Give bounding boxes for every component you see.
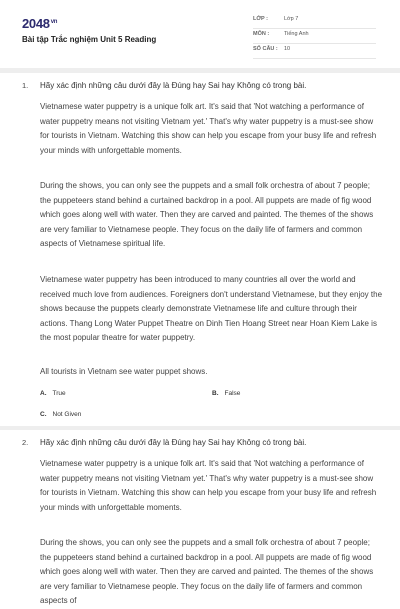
meta-subject-value: Tiếng Anh bbox=[284, 31, 309, 37]
meta-subject-label: MÔN : bbox=[253, 31, 270, 37]
option-text: False bbox=[224, 390, 241, 397]
passage-paragraph: Vietnamese water puppetry is a unique folk art. It's said that 'Not watching a performance of water puppetry means not visiting Vietnam yet.' That's why water puppetry is a must-see show for tourists in Vietnam. Watching this show can help you escape from your busy life and refresh your minds with unforgettable moments. bbox=[40, 102, 377, 155]
question-number: 2. bbox=[22, 438, 29, 447]
brand-suffix: vn bbox=[50, 18, 58, 25]
meta-count-label: SỐ CÂU : bbox=[253, 46, 278, 52]
passage-paragraph: Vietnamese water puppetry is a unique folk art. It's said that 'Not watching a performance of water puppetry means not visiting Vietnam yet.' That's why water puppetry is a must-see show for tourists in Vietnam. Watching this show can help you escape from your busy life and refresh your minds with unforgettable moments. bbox=[40, 459, 377, 512]
brand-logo[interactable] bbox=[22, 16, 57, 31]
header-divider bbox=[0, 68, 400, 73]
meta-class-value: Lớp 7 bbox=[284, 16, 299, 22]
option-text: Not Given bbox=[52, 411, 82, 418]
option-text: True bbox=[52, 390, 66, 397]
option-c[interactable] bbox=[40, 411, 81, 418]
question-divider bbox=[0, 426, 400, 430]
meta-class bbox=[253, 14, 376, 29]
page-header bbox=[0, 0, 400, 68]
option-a[interactable] bbox=[40, 390, 66, 397]
meta-class-label: LỚP : bbox=[253, 16, 268, 22]
option-letter: B. bbox=[212, 390, 219, 397]
option-letter: A. bbox=[40, 390, 47, 397]
passage-paragraph: Vietnamese water puppetry has been introduced to many countries all over the world and received much love from audiences. Foreigners don't understand Vietnamese, but they enjoy the shows because the puppets clearly demonstrate Vietnamese life and culture through their actions. Thang Long Water Puppet Theatre on Dinh Tien Hoang Street near Hoan Kiem Lake is the most popular theatre for water puppetry. bbox=[40, 275, 383, 342]
brand-name: 2048 bbox=[22, 16, 50, 31]
option-letter: C. bbox=[40, 411, 47, 418]
meta-count bbox=[253, 44, 376, 59]
option-b[interactable] bbox=[212, 390, 240, 397]
meta-count-value: 10 bbox=[284, 46, 291, 52]
question-statement: All tourists in Vietnam see water puppet shows. bbox=[40, 367, 208, 376]
question-number: 1. bbox=[22, 81, 29, 90]
passage-paragraph: During the shows, you can only see the puppets and a small folk orchestra of about 7 people; the puppeteers stand behind a curtained backdrop in a pool. All puppets are made of fig wood which goes along well with water. Then they are carved and painted. The themes of the shows are very familiar to Vietnamese people. They focus on the daily life of farmers and common aspects of bbox=[40, 538, 374, 605]
question-prompt: Hãy xác định những câu dưới đây là Đúng hay Sai hay Không có trong bài. bbox=[40, 81, 307, 90]
question-prompt: Hãy xác định những câu dưới đây là Đúng hay Sai hay Không có trong bài. bbox=[40, 438, 307, 447]
passage-paragraph: During the shows, you can only see the puppets and a small folk orchestra of about 7 people; the puppeteers stand behind a curtained backdrop in a pool. All puppets are made of fig wood which goes along well with water. Then they are carved and painted. The themes of the shows are very familiar to Vietnamese people. They focus on the daily life of farmers and common aspects of Vietnamese spiritual life. bbox=[40, 181, 374, 248]
meta-subject bbox=[253, 29, 376, 44]
page-title: Bài tập Trắc nghiệm Unit 5 Reading bbox=[22, 35, 157, 44]
